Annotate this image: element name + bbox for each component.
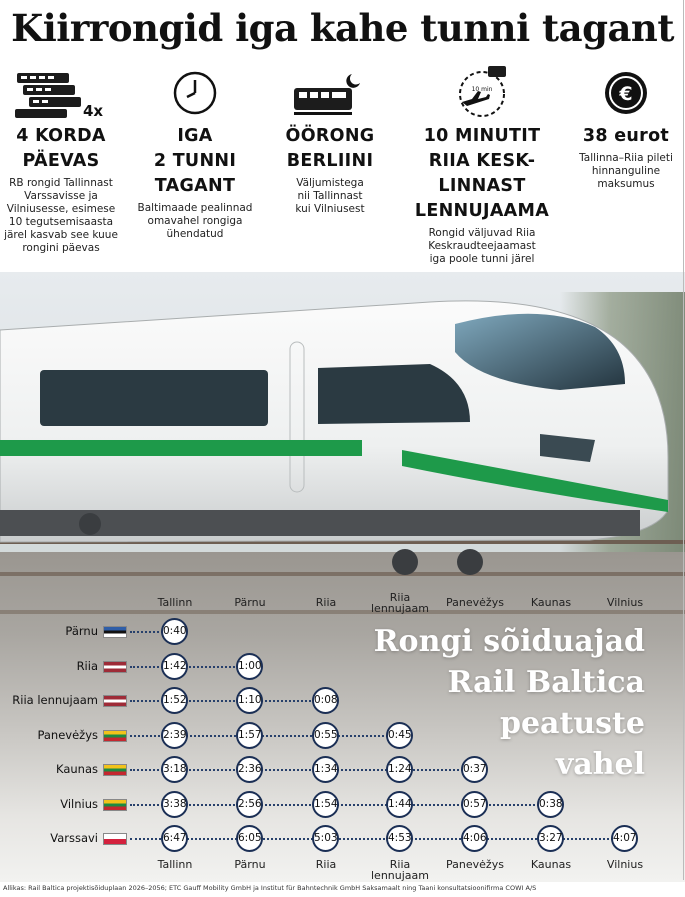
feature-desc: Rongid väljuvad Riia Keskraudteejaamast iga poole tunni järel [428, 227, 536, 265]
travel-time-cell: 6:47 [161, 825, 188, 852]
feature-head: 4 KORDA PÄEVAS [16, 126, 106, 171]
feature-desc: Baltimaade pealinnad omavahel rongiga ühendatud [137, 202, 253, 240]
travel-time-cell: 1:42 [161, 653, 188, 680]
feature-strip [0, 62, 685, 272]
flag-lithuania [103, 730, 127, 742]
flag-lithuania [103, 764, 127, 776]
row-label: Riia [76, 658, 98, 673]
feature-desc: Väljumistega nii Tallinnast kui Vilniusest [295, 177, 365, 215]
page-title: Kiirrongid iga kahe tunni tagant [11, 6, 674, 50]
train-plane-shuttle-icon [452, 64, 512, 122]
travel-time-cell: 4:07 [611, 825, 638, 852]
travel-time-matrix [0, 590, 685, 880]
travel-time-cell: 1:10 [236, 687, 263, 714]
travel-time-cell: 6:05 [236, 825, 263, 852]
chart-overlay-title: Rongi sõiduajad Rail Baltica peatuste vahel [373, 624, 645, 782]
travel-time-cell: 4:53 [386, 825, 413, 852]
travel-time-cell: 0:40 [161, 618, 188, 645]
flag-poland [103, 833, 127, 845]
row-label: Kaunas [55, 762, 98, 776]
travel-time-cell: 1:44 [386, 791, 413, 818]
feature-head: 10 MINUTIT RIIA KESK- LINNAST LENNUJAAMA [414, 126, 550, 221]
row-label: Varssavi [50, 831, 98, 845]
euro-icon [603, 70, 649, 116]
feature-head: IGA 2 TUNNI TAGANT [153, 126, 237, 196]
travel-time-cell: 2:56 [236, 791, 263, 818]
feature-night-train [272, 62, 388, 216]
travel-time-cell: 0:38 [537, 791, 564, 818]
travel-time-cell: 0:37 [461, 756, 488, 783]
badge-10min: 10 min [471, 86, 493, 93]
travel-time-cell: 0:45 [386, 722, 413, 749]
travel-time-cell: 2:36 [236, 756, 263, 783]
travel-time-cell: 3:27 [537, 825, 564, 852]
row-label: Riia lennujaam [12, 693, 98, 707]
row-label: Panevėžys [37, 727, 98, 742]
travel-time-cell: 1:24 [386, 756, 413, 783]
feature-head: ÖÖRONG BERLIINI [285, 126, 375, 171]
travel-time-cell: 1:52 [161, 687, 188, 714]
flag-latvia [103, 661, 127, 673]
travel-time-cell: 1:54 [312, 791, 339, 818]
travel-time-cell: 4:06 [461, 825, 488, 852]
column-header-bottom: Vilnius [606, 858, 644, 871]
column-header-top: Riia lennujaam [371, 591, 429, 615]
feature-price [572, 62, 680, 191]
row-label: Pärnu [65, 624, 98, 638]
travel-time-cell: 5:03 [312, 825, 339, 852]
row-label: Vilnius [60, 796, 98, 811]
column-header-bottom: Tallinn [157, 858, 193, 871]
column-header-bottom: Panevėžys [446, 858, 504, 871]
column-header-top: Panevėžys [446, 596, 504, 609]
travel-time-cell: 1:57 [236, 722, 263, 749]
source-note: Allikas: Rail Baltica projektisõiduplaan 2026–2056; ETC Gauff Mobility GmbH ja Institut für Bahntechnik GmbH Saksamaalt ning Taani konsultatsioonifirma COWI A/S [3, 884, 537, 892]
column-header-bottom: Riia [315, 858, 337, 871]
travel-time-cell: 2:39 [161, 722, 188, 749]
travel-time-cell: 3:38 [161, 791, 188, 818]
column-header-bottom: Kaunas [530, 858, 572, 871]
column-header-top: Vilnius [606, 596, 644, 609]
travel-time-cell: 0:57 [461, 791, 488, 818]
feature-desc: Tallinna–Riia pileti hinnanguline maksumus [579, 152, 673, 190]
column-header-bottom: Riia lennujaam [371, 858, 429, 882]
travel-time-cell: 3:18 [161, 756, 188, 783]
feature-desc: RB rongid Tallinnast Varssavisse ja Vilniusesse, esimese 10 tegutsemisaasta järel kasvab see kuue rongini päevas [4, 177, 118, 254]
connector-line [130, 666, 250, 668]
trains-4x-icon [15, 68, 107, 118]
high-speed-train [0, 272, 685, 592]
travel-time-cell: 1:00 [236, 653, 263, 680]
column-header-top: Pärnu [234, 596, 266, 609]
night-train-icon [292, 68, 368, 118]
badge-4x: 4x [82, 102, 104, 118]
flag-lithuania [103, 799, 127, 811]
feature-interval [130, 62, 260, 241]
travel-time-cell: 0:08 [312, 687, 339, 714]
feature-frequency [0, 62, 122, 255]
feature-head: 38 eurot [582, 126, 670, 146]
column-header-top: Tallinn [157, 596, 193, 609]
connector-line [130, 700, 326, 702]
column-header-bottom: Pärnu [234, 858, 266, 871]
flag-estonia [103, 626, 127, 638]
travel-time-cell: 1:34 [312, 756, 339, 783]
clock-icon [172, 70, 218, 116]
travel-time-cell: 0:55 [312, 722, 339, 749]
svg-text:€: € [619, 83, 633, 105]
column-header-top: Riia [315, 596, 337, 609]
column-header-top: Kaunas [530, 596, 572, 609]
flag-latvia [103, 695, 127, 707]
feature-airport-link [398, 62, 566, 266]
